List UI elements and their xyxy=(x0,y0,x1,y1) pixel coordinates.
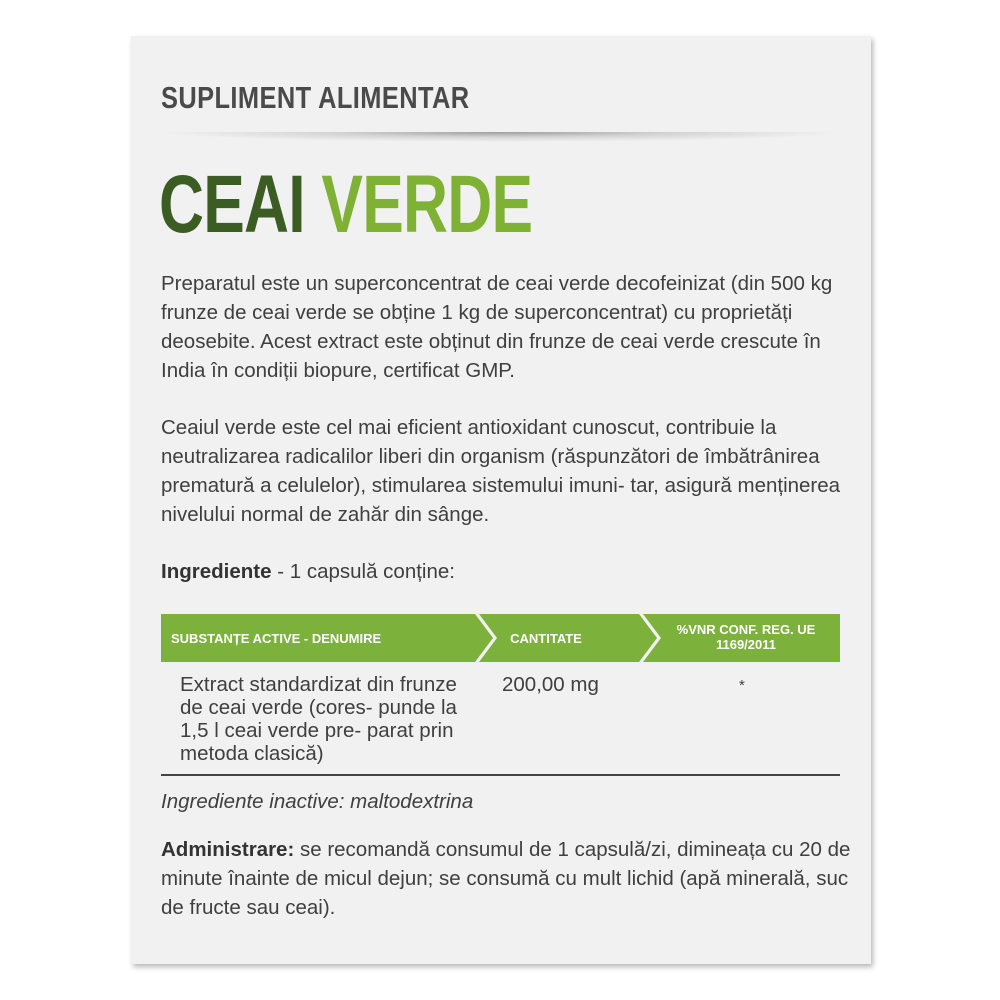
header-substance: SUBSTANȚE ACTIVE - DENUMIRE xyxy=(171,631,382,646)
administration-text: se recomandă consumul de 1 capsulă/zi, dimineața cu 20 de minute înainte de micul dejun; se consumă cu mult lichid (apă minerală, suc de fructe sau ceai). xyxy=(161,838,851,919)
ingredients-text: - 1 capsulă conține: xyxy=(271,560,455,583)
inactive-ingredients: Ingrediente inactive: maltodextrina xyxy=(161,790,474,813)
title-part-verde: VERDE xyxy=(321,159,533,250)
intro-paragraph: Preparatul este un superconcentrat de ceai verde decofeinizat (din 500 kg frunze de ceai verde se obține 1 kg de superconcentrat) cu proprietăți deosebite. Acest extract este obținut din frunze de ceai verde crescute în India în condiții biopure, certificat GMP. xyxy=(161,272,833,382)
product-title xyxy=(159,159,533,250)
cell-vnr: * xyxy=(739,677,745,694)
title-part-ceai: CEAI xyxy=(159,159,305,250)
cell-quantity: 200,00 mg xyxy=(502,673,599,696)
cell-substance: Extract standardizat din frunze de ceai verde (cores- punde la 1,5 l ceai verde pre- parat prin metoda clasică) xyxy=(180,673,457,765)
ingredients-line xyxy=(161,557,851,586)
header-quantity: CANTITATE xyxy=(510,631,582,646)
supertitle: SUPLIMENT ALIMENTAR xyxy=(161,80,470,115)
product-label-card xyxy=(131,36,871,964)
header-divider xyxy=(157,132,847,142)
administration-label: Administrare: xyxy=(161,838,295,861)
administration-paragraph xyxy=(161,835,851,922)
header-vnr: %VNR CONF. REG. UE 1169/2011 xyxy=(676,622,816,652)
benefits-paragraph: Ceaiul verde este cel mai eficient antioxidant cunoscut, contribuie la neutralizarea radicalilor liberi din organism (răspunzători de îmbătrânirea prematură a celulelor), stimularea sistemului imuni- tar, asigură menținerea nivelului normal de zahăr din sânge. xyxy=(161,416,841,526)
ingredients-label: Ingrediente xyxy=(161,560,272,583)
table-bottom-rule xyxy=(161,774,840,776)
table-header xyxy=(161,614,840,662)
